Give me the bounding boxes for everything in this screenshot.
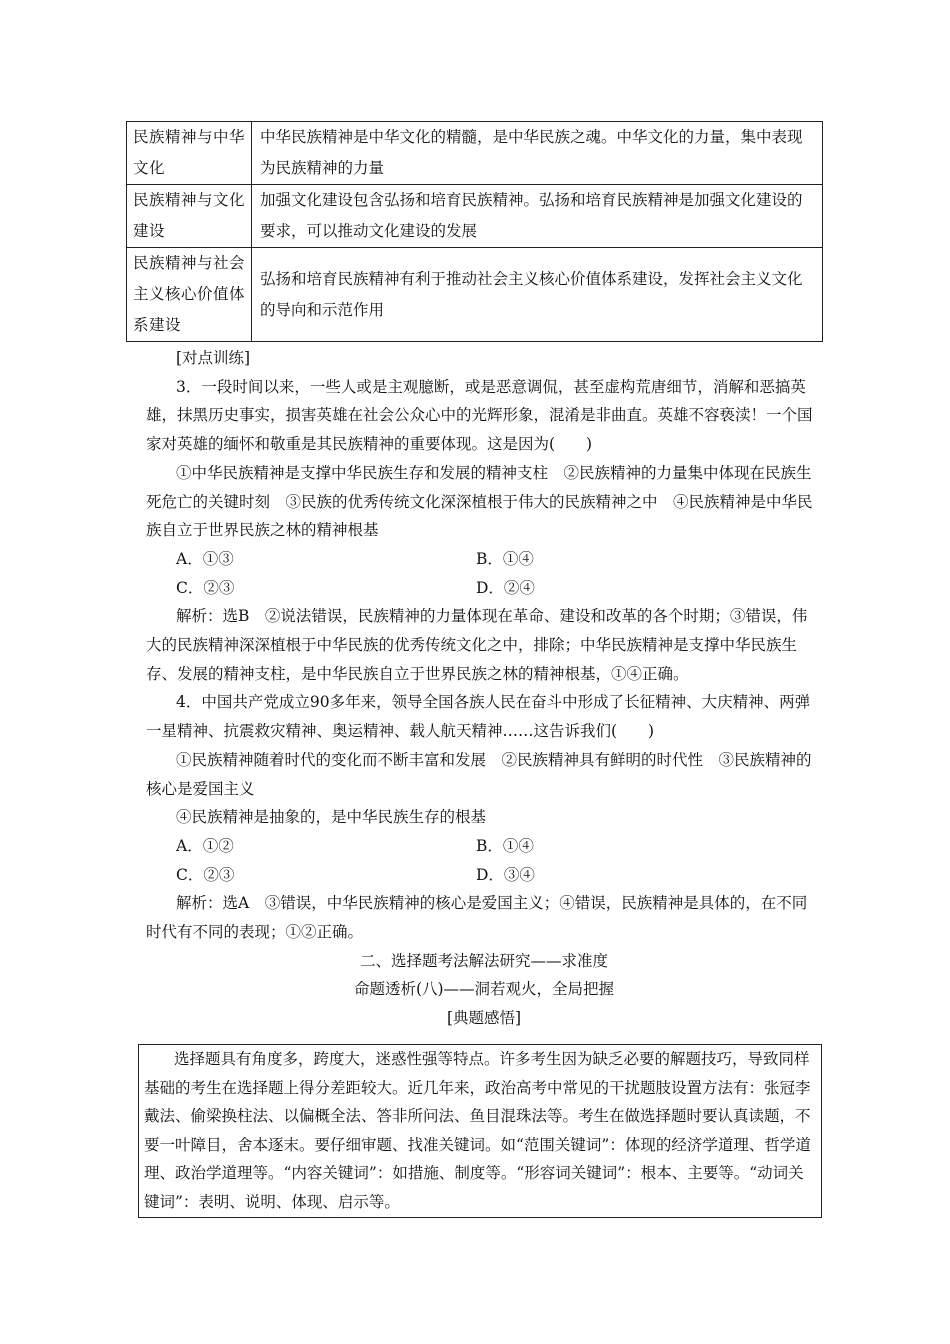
table-key-cell: 民族精神与文化建设 — [127, 185, 252, 248]
question-3-stem: 3．一段时间以来，一些人或是主观臆断，或是恶意调侃，甚至虚构荒唐细节，消解和恶搞英雄，抹黑历史事实，损害英雄在社会公众心中的光辉形象，混淆是非曲直。英雄不容亵渎！一个国家对英雄的缅怀和敬重是其民族精神的重要体现。这是因为( ) — [146, 377, 813, 454]
question-4-options-row-1 — [146, 832, 822, 861]
option-a: A．①③ — [176, 549, 234, 568]
question-4-options-row-2 — [146, 861, 822, 890]
option-a: A．①② — [176, 836, 234, 855]
table-row — [127, 122, 823, 185]
table-value-cell: 中华民族精神是中华文化的精髓，是中华民族之魂。中华文化的力量，集中表现为民族精神的力量 — [252, 122, 823, 185]
question-3-analysis: 解析：选B ②说法错误，民族精神的力量体现在革命、建设和改革的各个时期；③错误，伟大的民族精神深深植根于中华民族的优秀传统文化之中，排除；中华民族精神是支撑中华民族生存、发展的精神支柱，是中华民族自立于世界民族之林的精神根基，①④正确。 — [146, 607, 808, 683]
table-key-cell: 民族精神与中华文化 — [127, 122, 252, 185]
table-row — [127, 185, 823, 248]
document-body — [146, 344, 822, 1033]
sub-title: 命题透析(八)——洞若观火，全局把握 — [353, 980, 615, 999]
option-b: B．①④ — [476, 836, 534, 855]
option-d: D．③④ — [476, 865, 535, 884]
section-title: 二、选择题考法解法研究——求准度 — [359, 951, 608, 970]
question-4-analysis: 解析：选A ③错误，中华民族精神的核心是爱国主义；④错误，民族精神是具体的，在不同时代有不同的表现；①②正确。 — [146, 894, 808, 942]
question-3-options-row-1 — [146, 545, 822, 574]
question-4-statement-4: ④民族精神是抽象的，是中华民族生存的根基 — [176, 808, 487, 827]
insight-heading: [典题感悟] — [446, 1009, 522, 1028]
question-4-statements: ①民族精神随着时代的变化而不断丰富和发展 ②民族精神具有鲜明的时代性 ③民族精神的核心是爱国主义 — [146, 750, 812, 798]
comparison-table — [126, 121, 823, 342]
question-4-stem: 4．中国共产党成立90多年来，领导全国各族人民在奋斗中形成了长征精神、大庆精神、两弹一星精神、抗震救灾精神、奥运精神、载人航天精神……这告诉我们( ) — [146, 693, 811, 741]
option-c: C．②③ — [176, 865, 235, 884]
table-row — [127, 248, 823, 342]
question-3-options-row-2 — [146, 574, 822, 603]
training-heading: [对点训练] — [176, 349, 251, 367]
table-key-cell: 民族精神与社会主义核心价值体系建设 — [127, 248, 252, 342]
option-d: D．②④ — [476, 578, 535, 597]
option-b: B．①④ — [476, 549, 534, 568]
insight-text: 选择题具有角度多，跨度大，迷惑性强等特点。许多考生因为缺乏必要的解题技巧，导致同样基础的考生在选择题上得分差距较大。近几年来，政治高考中常见的干扰题肢设置方法有：张冠李戴法、偷梁换柱法、以偏概全法、答非所问法、鱼目混珠法等。考生在做选择题时要认真读题，不要一叶障目，舍本逐末。要仔细审题、找准关键词。如“范围关键词”：体现的经济学道理、哲学道理、政治学道理等。“内容关键词”：如措施、制度等。“形容词关键词”：根本、主要等。“动词关键词”：表明、说明、体现、启示等。 — [144, 1050, 811, 1211]
insight-box — [138, 1044, 822, 1218]
table-value-cell: 弘扬和培育民族精神有利于推动社会主义核心价值体系建设，发挥社会主义文化的导向和示范作用 — [252, 248, 823, 342]
question-3-statements: ①中华民族精神是支撑中华民族生存和发展的精神支柱 ②民族精神的力量集中体现在民族生死危亡的关键时刻 ③民族的优秀传统文化深深植根于伟大的民族精神之中 ④民族精神是中华民族自立于世界民族之林的精神根基 — [146, 463, 813, 540]
option-c: C．②③ — [176, 578, 235, 597]
table-value-cell: 加强文化建设包含弘扬和培育民族精神。弘扬和培育民族精神是加强文化建设的要求，可以推动文化建设的发展 — [252, 185, 823, 248]
